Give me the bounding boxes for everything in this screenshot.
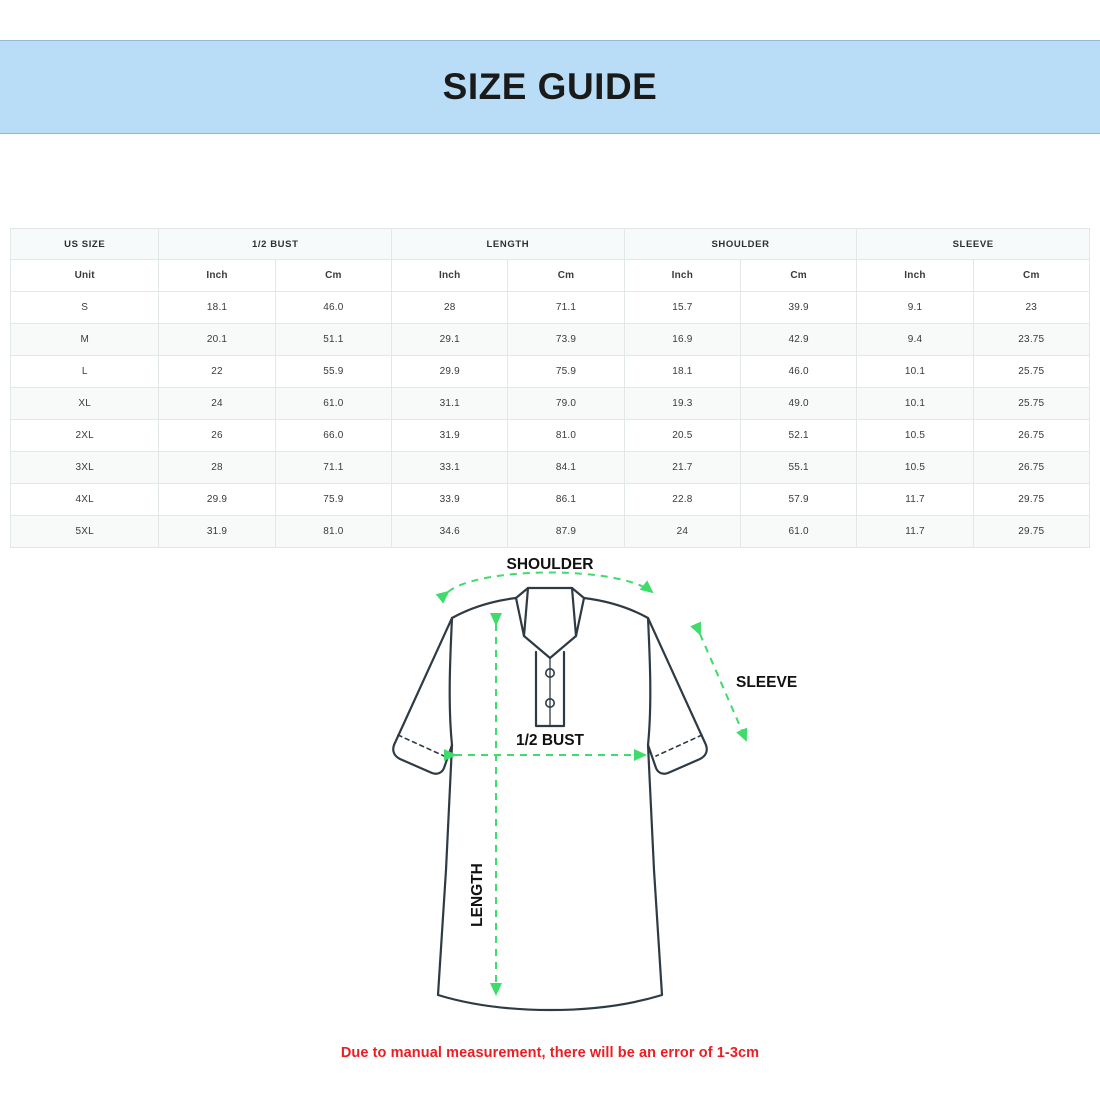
cell-shoulder-inch: 15.7 (624, 292, 740, 324)
cell-shoulder-cm: 52.1 (740, 420, 856, 452)
unit-shoulder-inch: Inch (624, 260, 740, 292)
table-body (11, 260, 1090, 548)
cell-shoulder-cm: 49.0 (740, 388, 856, 420)
cell-length-inch: 29.9 (392, 356, 508, 388)
cell-shoulder-cm: 46.0 (740, 356, 856, 388)
measurement-disclaimer: Due to manual measurement, there will be an error of 1-3cm (340, 1045, 760, 1061)
cell-length-inch: 31.1 (392, 388, 508, 420)
col-group-shoulder: SHOULDER (624, 229, 857, 260)
cell-bust-cm: 71.1 (275, 452, 391, 484)
bust-label: 1/2 BUST (515, 732, 585, 749)
cell-sleeve-inch: 11.7 (857, 516, 973, 548)
cell-bust-cm: 46.0 (275, 292, 391, 324)
shoulder-label: SHOULDER (506, 556, 594, 573)
cell-length-cm: 81.0 (508, 420, 624, 452)
cell-shoulder-cm: 55.1 (740, 452, 856, 484)
cell-shoulder-inch: 21.7 (624, 452, 740, 484)
page-header-banner (0, 40, 1100, 134)
cell-length-cm: 86.1 (508, 484, 624, 516)
cell-sleeve-inch: 11.7 (857, 484, 973, 516)
cell-bust-inch: 18.1 (159, 292, 275, 324)
table-unit-row (11, 260, 1090, 292)
col-group-sleeve: SLEEVE (857, 229, 1090, 260)
table-row (11, 356, 1090, 388)
table-row (11, 484, 1090, 516)
cell-sleeve-cm: 23 (973, 292, 1089, 324)
cell-shoulder-cm: 61.0 (740, 516, 856, 548)
cell-bust-inch: 31.9 (159, 516, 275, 548)
cell-bust-inch: 28 (159, 452, 275, 484)
size-chart-table (10, 228, 1090, 548)
cell-sleeve-cm: 29.75 (973, 484, 1089, 516)
unit-bust-cm: Cm (275, 260, 391, 292)
unit-bust-inch: Inch (159, 260, 275, 292)
cell-length-inch: 28 (392, 292, 508, 324)
cell-bust-inch: 26 (159, 420, 275, 452)
col-group-bust: 1/2 BUST (159, 229, 392, 260)
cell-length-cm: 84.1 (508, 452, 624, 484)
size-table-container (10, 228, 1090, 548)
cell-shoulder-inch: 19.3 (624, 388, 740, 420)
cell-shoulder-cm: 39.9 (740, 292, 856, 324)
cell-size: 2XL (11, 420, 159, 452)
cell-length-cm: 71.1 (508, 292, 624, 324)
cell-sleeve-inch: 10.5 (857, 452, 973, 484)
unit-shoulder-cm: Cm (740, 260, 856, 292)
cell-sleeve-inch: 9.1 (857, 292, 973, 324)
table-row (11, 388, 1090, 420)
cell-bust-cm: 81.0 (275, 516, 391, 548)
cell-length-inch: 29.1 (392, 324, 508, 356)
table-row (11, 292, 1090, 324)
unit-label: Unit (11, 260, 159, 292)
cell-length-cm: 73.9 (508, 324, 624, 356)
cell-size: M (11, 324, 159, 356)
cell-size: 3XL (11, 452, 159, 484)
cell-sleeve-cm: 25.75 (973, 356, 1089, 388)
cell-shoulder-inch: 24 (624, 516, 740, 548)
cell-length-cm: 75.9 (508, 356, 624, 388)
cell-size: L (11, 356, 159, 388)
cell-sleeve-inch: 10.5 (857, 420, 973, 452)
unit-sleeve-inch: Inch (857, 260, 973, 292)
cell-shoulder-inch: 16.9 (624, 324, 740, 356)
cell-size: 5XL (11, 516, 159, 548)
unit-length-cm: Cm (508, 260, 624, 292)
cell-bust-cm: 51.1 (275, 324, 391, 356)
unit-sleeve-cm: Cm (973, 260, 1089, 292)
cell-shoulder-cm: 57.9 (740, 484, 856, 516)
cell-bust-cm: 55.9 (275, 356, 391, 388)
cell-length-inch: 31.9 (392, 420, 508, 452)
cell-sleeve-cm: 25.75 (973, 388, 1089, 420)
cell-length-inch: 33.1 (392, 452, 508, 484)
cell-sleeve-cm: 26.75 (973, 452, 1089, 484)
cell-sleeve-inch: 10.1 (857, 388, 973, 420)
cell-shoulder-cm: 42.9 (740, 324, 856, 356)
cell-bust-inch: 24 (159, 388, 275, 420)
length-label: LENGTH (469, 863, 486, 927)
cell-shoulder-inch: 20.5 (624, 420, 740, 452)
table-row (11, 452, 1090, 484)
cell-sleeve-cm: 26.75 (973, 420, 1089, 452)
cell-bust-inch: 20.1 (159, 324, 275, 356)
cell-bust-inch: 22 (159, 356, 275, 388)
cell-bust-cm: 61.0 (275, 388, 391, 420)
table-row (11, 324, 1090, 356)
cell-sleeve-inch: 9.4 (857, 324, 973, 356)
cell-length-cm: 79.0 (508, 388, 624, 420)
cell-length-inch: 33.9 (392, 484, 508, 516)
cell-bust-cm: 75.9 (275, 484, 391, 516)
measurement-diagram (0, 540, 1100, 1040)
cell-size: S (11, 292, 159, 324)
table-group-header-row (11, 229, 1090, 260)
cell-size: XL (11, 388, 159, 420)
polo-shirt-illustration (393, 588, 707, 1010)
cell-shoulder-inch: 18.1 (624, 356, 740, 388)
cell-sleeve-cm: 23.75 (973, 324, 1089, 356)
cell-bust-cm: 66.0 (275, 420, 391, 452)
unit-length-inch: Inch (392, 260, 508, 292)
cell-bust-inch: 29.9 (159, 484, 275, 516)
sleeve-label: SLEEVE (736, 674, 798, 691)
col-group-us-size: US SIZE (11, 229, 159, 260)
cell-size: 4XL (11, 484, 159, 516)
cell-shoulder-inch: 22.8 (624, 484, 740, 516)
cell-length-cm: 87.9 (508, 516, 624, 548)
page-title: SIZE GUIDE (442, 66, 658, 107)
table-row (11, 420, 1090, 452)
cell-sleeve-inch: 10.1 (857, 356, 973, 388)
cell-sleeve-cm: 29.75 (973, 516, 1089, 548)
cell-length-inch: 34.6 (392, 516, 508, 548)
col-group-length: LENGTH (392, 229, 625, 260)
table-head (11, 229, 1090, 260)
